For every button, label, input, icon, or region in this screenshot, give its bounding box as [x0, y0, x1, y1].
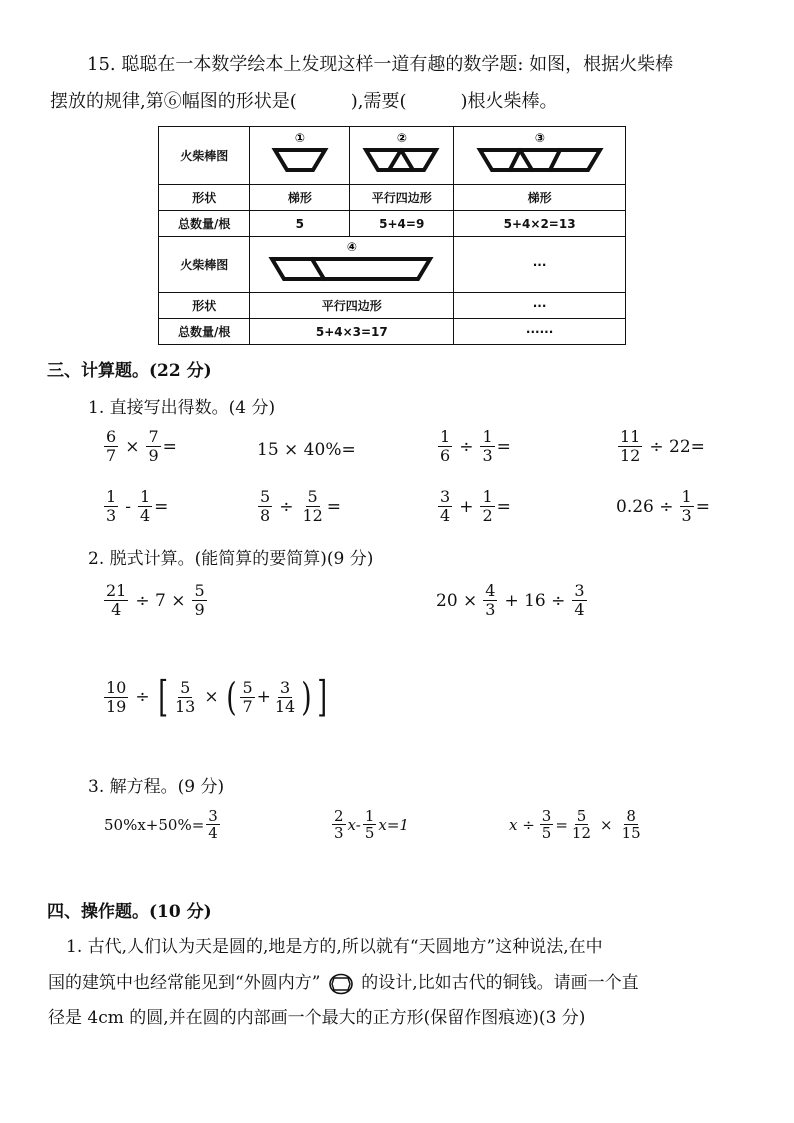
equation-b: $\frac{2}{3}$ x- $\frac{1}{5}$ x=1 — [334, 807, 409, 842]
svg-text:④: ④ — [346, 240, 357, 254]
calc-2a: $\frac{21}{4}$ ÷ 7 × $\frac{5}{9}$ — [106, 581, 205, 619]
calc-1d: $\frac{11}{12}$ ÷ 22= — [620, 427, 705, 465]
calc-1b: 15 × 40%= — [257, 440, 356, 460]
svg-text:①: ① — [294, 131, 305, 145]
fig-2-cell — [350, 127, 454, 185]
dots-count: ······ — [454, 319, 626, 345]
fig-4-cell — [250, 237, 454, 293]
shape-3: 梯形 — [454, 185, 626, 211]
matchstick-table — [158, 126, 626, 345]
count-4: 5+4×3=17 — [250, 319, 454, 345]
calc-1h: 0.26 ÷ $\frac{1}{3}$ = — [616, 487, 710, 525]
calc-1e: $\frac{1}{3}$ - $\frac{1}{4}$ = — [106, 487, 169, 525]
shape-4: 平行四边形 — [250, 293, 454, 319]
sec4-line2: 国的建筑中也经常能见到“外圆内方” 的设计,比如古代的铜钱。请画一个直 — [48, 973, 639, 993]
fig-1-trapezoid — [260, 129, 340, 179]
question-15-line2: 摆放的规律,第⑥幅图的形状是( ),需要( )根火柴棒。 — [50, 91, 558, 112]
section-4-title: 四、操作题。(10 分) — [47, 902, 212, 922]
fig-3-cell — [454, 127, 626, 185]
count-3: 5+4×2=13 — [454, 211, 626, 237]
equation-c: x ÷ $\frac{3}{5}$ = $\frac{5}{12}$ × $\frac{8}{15}$ — [509, 807, 641, 842]
shape-2: 平行四边形 — [350, 185, 454, 211]
calc-2c: $\frac{10}{19}$ ÷ [ $\frac{5}{13}$ × ( $\frac{5}{7}$ + $\frac{3}{14}$ ) ] — [106, 672, 328, 721]
calc-1g: $\frac{3}{4}$ + $\frac{1}{2}$ = — [440, 487, 511, 525]
calc-2b: 20 × $\frac{4}{3}$ + 16 ÷ $\frac{3}{4}$ — [436, 581, 585, 619]
fig-3-trapezoid — [470, 129, 610, 179]
fig-4-parallelogram — [262, 238, 442, 288]
row-label-count: 总数量/根 — [159, 211, 250, 237]
count-1: 5 — [250, 211, 350, 237]
svg-text:③: ③ — [534, 131, 545, 145]
fig-1-cell — [250, 127, 350, 185]
count-2: 5+4=9 — [350, 211, 454, 237]
sec4-line3: 径是 4cm 的圆,并在圆的内部画一个最大的正方形(保留作图痕迹)(3 分) — [48, 1008, 586, 1028]
row-label-shape: 形状 — [159, 185, 250, 211]
circle-square-icon — [328, 973, 354, 995]
calc-1f: $\frac{5}{8}$ ÷ $\frac{5}{12}$ = — [260, 487, 342, 525]
svg-text:②: ② — [396, 131, 407, 145]
equation-a: 50%x+50%= $\frac{3}{4}$ — [104, 807, 218, 842]
dots-shape: ··· — [454, 293, 626, 319]
row-label-shape-2: 形状 — [159, 293, 250, 319]
calc-1a: $\frac{6}{7}$ × $\frac{7}{9}$ = — [106, 427, 177, 465]
row-label-count-2: 总数量/根 — [159, 319, 250, 345]
row-label-pic: 火柴棒图 — [159, 127, 250, 185]
dots-pic: ··· — [454, 237, 626, 293]
part-1-title: 1. 直接写出得数。(4 分) — [88, 398, 276, 418]
fig-2-parallelogram — [356, 129, 448, 179]
question-15-line1: 15. 聪聪在一本数学绘本上发现这样一道有趣的数学题: 如图，根据火柴棒 — [87, 54, 674, 75]
shape-1: 梯形 — [250, 185, 350, 211]
section-3-title: 三、计算题。(22 分) — [47, 361, 212, 381]
part-3-title: 3. 解方程。(9 分) — [88, 777, 225, 797]
row-label-pic-2: 火柴棒图 — [159, 237, 250, 293]
part-2-title: 2. 脱式计算。(能简算的要简算)(9 分) — [88, 549, 374, 569]
sec4-line1: 1. 古代,人们认为天是圆的,地是方的,所以就有“天圆地方”这种说法,在中 — [66, 937, 603, 957]
calc-1c: $\frac{1}{6}$ ÷ $\frac{1}{3}$ = — [440, 427, 511, 465]
